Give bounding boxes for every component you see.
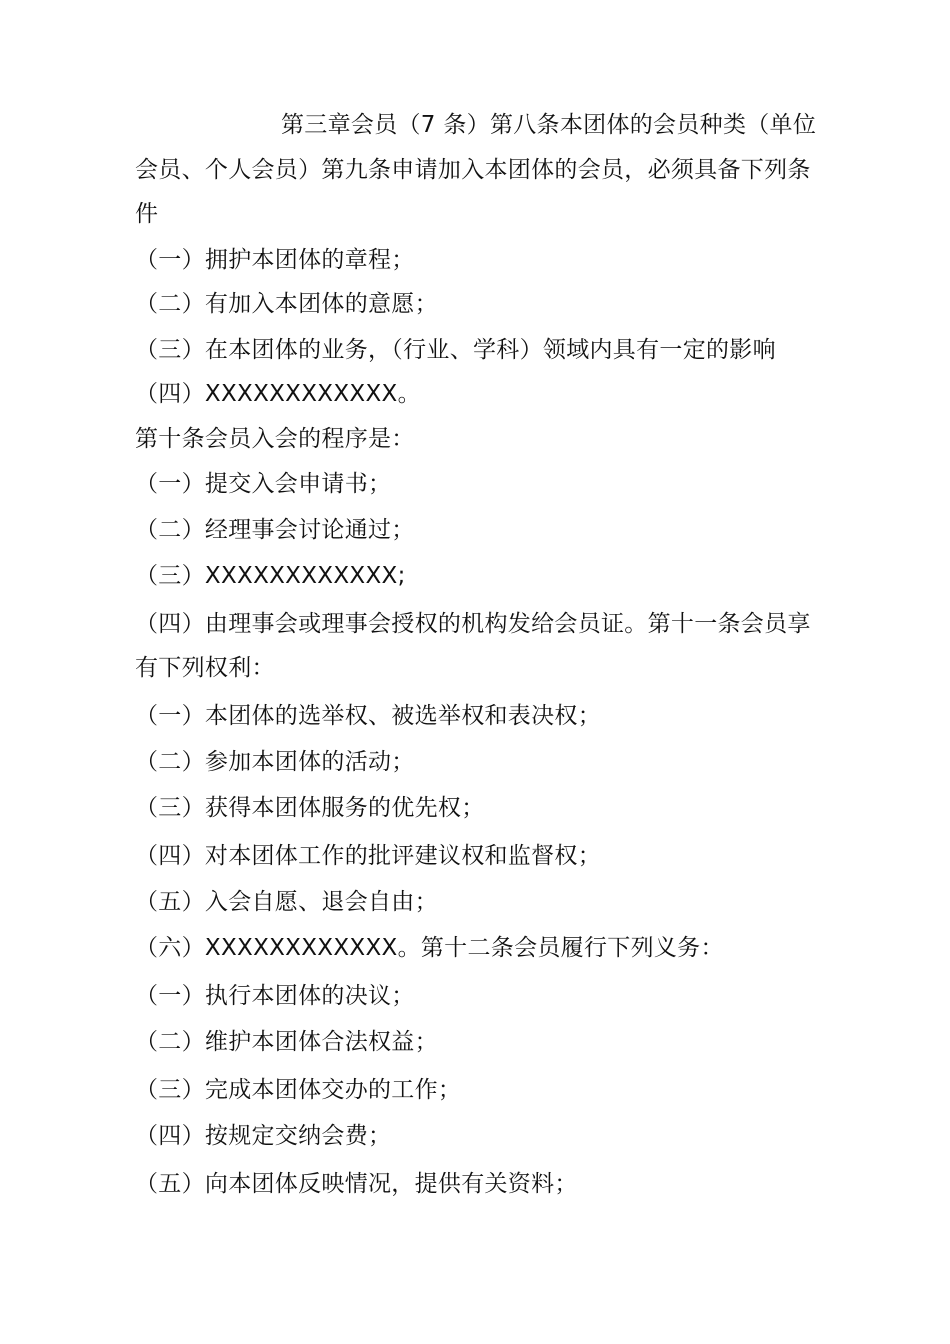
- text-line: （二）参加本团体的活动；: [135, 749, 415, 775]
- text-line: （二）经理事会讨论通过；: [135, 517, 415, 543]
- text-line: （四）XXXXXXXXXXXX。: [135, 381, 421, 407]
- text-line: （三）在本团体的业务，（行业、学科）领域内具有一定的影响: [135, 337, 776, 363]
- text-line: （五）入会自愿、退会自由；: [135, 889, 438, 915]
- text-line: （四）对本团体工作的批评建议权和监督权；: [135, 843, 601, 869]
- text-line: （二）维护本团体合法权益；: [135, 1029, 438, 1055]
- text-line: 第三章会员（7 条）第八条本团体的会员种类（单位: [281, 112, 817, 138]
- text-line: 会员、个人会员）第九条申请加入本团体的会员，必须具备下列条: [135, 157, 811, 183]
- text-line: （五）向本团体反映情况，提供有关资料；: [135, 1171, 578, 1197]
- text-line: （一）本团体的选举权、被选举权和表决权；: [135, 703, 601, 729]
- text-line: 件: [135, 201, 159, 227]
- text-line: （一）拥护本团体的章程；: [135, 247, 415, 273]
- text-line: （三）完成本团体交办的工作；: [135, 1077, 462, 1103]
- text-line: （二）有加入本团体的意愿；: [135, 291, 438, 317]
- text-line: （三）获得本团体服务的优先权；: [135, 795, 485, 821]
- text-line: （三）XXXXXXXXXXXX;: [135, 563, 406, 589]
- text-line: （四）由理事会或理事会授权的机构发给会员证。第十一条会员享: [135, 611, 811, 637]
- text-line: （一）执行本团体的决议；: [135, 983, 415, 1009]
- text-line: 第十条会员入会的程序是：: [135, 426, 415, 452]
- text-line: （四）按规定交纳会费；: [135, 1123, 392, 1149]
- text-line: （一）提交入会申请书；: [135, 471, 392, 497]
- text-line: （六）XXXXXXXXXXXX。第十二条会员履行下列义务：: [135, 935, 724, 961]
- text-line: 有下列权利：: [135, 655, 275, 681]
